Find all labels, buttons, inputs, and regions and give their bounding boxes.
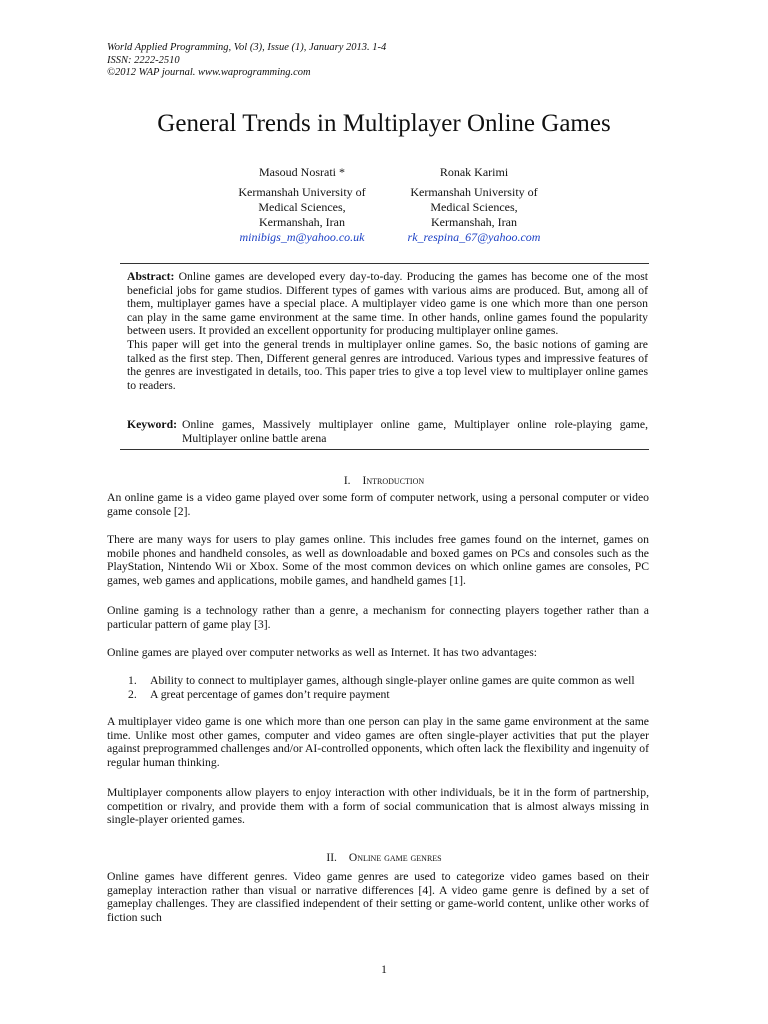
section-title: Online game genres: [348, 852, 442, 864]
paragraph-text: There are many ways for users to play games online. This includes free games found on the internet, games on mobile phones and handheld consoles, as well as downloadable and boxed games on PCs and consoles such as the PlayStation, Nintendo Wii or Xbox. Some of the most common devices on which online games are consoles, PC games, web games and applications, mobile games, and handheld games [1].: [107, 533, 649, 587]
paragraph-text: An online game is a video game played over some form of computer network, using a personal computer or video game console [2].: [107, 491, 649, 518]
section-heading-introduction: [0, 474, 768, 488]
abstract-text: Online games are developed every day-to-day. Producing the games has become one of the most beneficial jobs for game studios. Different types of games with various aims are produced. But, among all of them, multiplayer games have a special place. A multiplayer video game is one which more than one person can play in the same game environment at the same time. In other hands, online games found the popularity between users. It provided an excellent opportunity for producing multiplayer online games.: [127, 270, 648, 338]
abstract: [127, 270, 648, 392]
author-email-link[interactable]: minibigs_m@yahoo.co.uk: [239, 230, 365, 244]
page-number: 1: [381, 964, 387, 976]
abstract-paragraph-1: [127, 270, 648, 338]
paragraph-text: Online gaming is a technology rather than a genre, a mechanism for connecting players together rather than a particular pattern of game play [3].: [107, 604, 649, 631]
list-item: [128, 688, 648, 702]
list-item-text: Ability to connect to multiplayer games, although single-player online games are quite common as well: [150, 674, 635, 687]
paragraph-text: Online games are played over computer networks as well as Internet. It has two advantages:: [107, 646, 538, 659]
advantages-list: [128, 674, 648, 701]
author-block-1: [202, 165, 402, 245]
section-title: Introduction: [362, 475, 425, 487]
author-affiliation-line: Kermanshah, Iran: [431, 215, 517, 229]
journal-issn: ISSN: 2222-2510: [107, 54, 180, 66]
author-affiliation-line: Kermanshah University of: [410, 185, 538, 199]
abstract-label: Abstract:: [127, 270, 175, 283]
paragraph-text: A multiplayer video game is one which more than one person can play in the same game environment at the same time. Unlike most other games, computer and video games are often single-player activities that put the player against preprogrammed challenges and/or AI-controlled opponents, which often lack the flexibility and ingenuity of regular human thinking.: [107, 715, 650, 769]
paper-title: General Trends in Multiplayer Online Games: [157, 110, 611, 137]
journal-header: [107, 42, 386, 80]
abstract-paragraph-2: This paper will get into the general trends in multiplayer online games. So, the basic notions of gaming are talked as the first step. Then, Different general genres are introduced. Various types and impressive features of the genres are investigated in details, too. This paper tries to give a top level view to multiplayer online games to readers.: [127, 337, 648, 392]
body-paragraph: [107, 646, 649, 660]
section-heading-genres: [0, 851, 768, 865]
abstract-bottom-rule: [120, 449, 649, 450]
section-number: I.: [343, 475, 351, 487]
body-paragraph: [107, 786, 649, 827]
body-paragraph: [107, 491, 649, 518]
paragraph-text: Multiplayer components allow players to enjoy interaction with other individuals, be it in the form of partnership, competition or rivalry, and provide them with a form of social communication that is almost always missing in single-player oriented games.: [107, 786, 649, 827]
author-name: Masoud Nosrati *: [259, 165, 345, 179]
journal-citation: World Applied Programming, Vol (3), Issue (1), January 2013. 1-4: [107, 42, 387, 53]
paragraph-text: Online games have different genres. Video game genres are used to categorize video games based on their gameplay interaction rather than visual or narrative differences [4]. A video game genre is defined by a set of gameplay challenges. They are classified independent of their setting or game-world content, unlike other works of fiction such: [107, 870, 649, 924]
list-item-number: 1.: [128, 674, 137, 687]
author-affiliation-line: Kermanshah University of: [238, 185, 366, 199]
author-block-2: [374, 165, 574, 245]
list-item: [128, 674, 648, 688]
section-number: II.: [326, 852, 337, 864]
body-paragraph: [107, 870, 649, 924]
keywords-label: Keyword:: [127, 418, 177, 431]
list-item-number: 2.: [128, 687, 137, 701]
author-affiliation-line: Medical Sciences,: [430, 200, 518, 214]
abstract-top-rule: [120, 263, 649, 264]
journal-copyright: ©2012 WAP journal. www.waprogramming.com: [107, 67, 311, 78]
body-paragraph: [107, 715, 649, 769]
author-affiliation-line: Kermanshah, Iran: [259, 215, 345, 229]
keywords: [127, 418, 648, 445]
author-affiliation-line: Medical Sciences,: [258, 200, 346, 214]
list-item-text: A great percentage of games don’t require payment: [150, 687, 390, 701]
author-email-link[interactable]: rk_respina_67@yahoo.com: [407, 230, 541, 244]
keywords-text: Online games, Massively multiplayer online game, Multiplayer online role-playing game, Multiplayer online battle arena: [182, 418, 648, 445]
author-name: Ronak Karimi: [439, 165, 509, 179]
body-paragraph: [107, 533, 649, 587]
body-paragraph: [107, 604, 649, 631]
